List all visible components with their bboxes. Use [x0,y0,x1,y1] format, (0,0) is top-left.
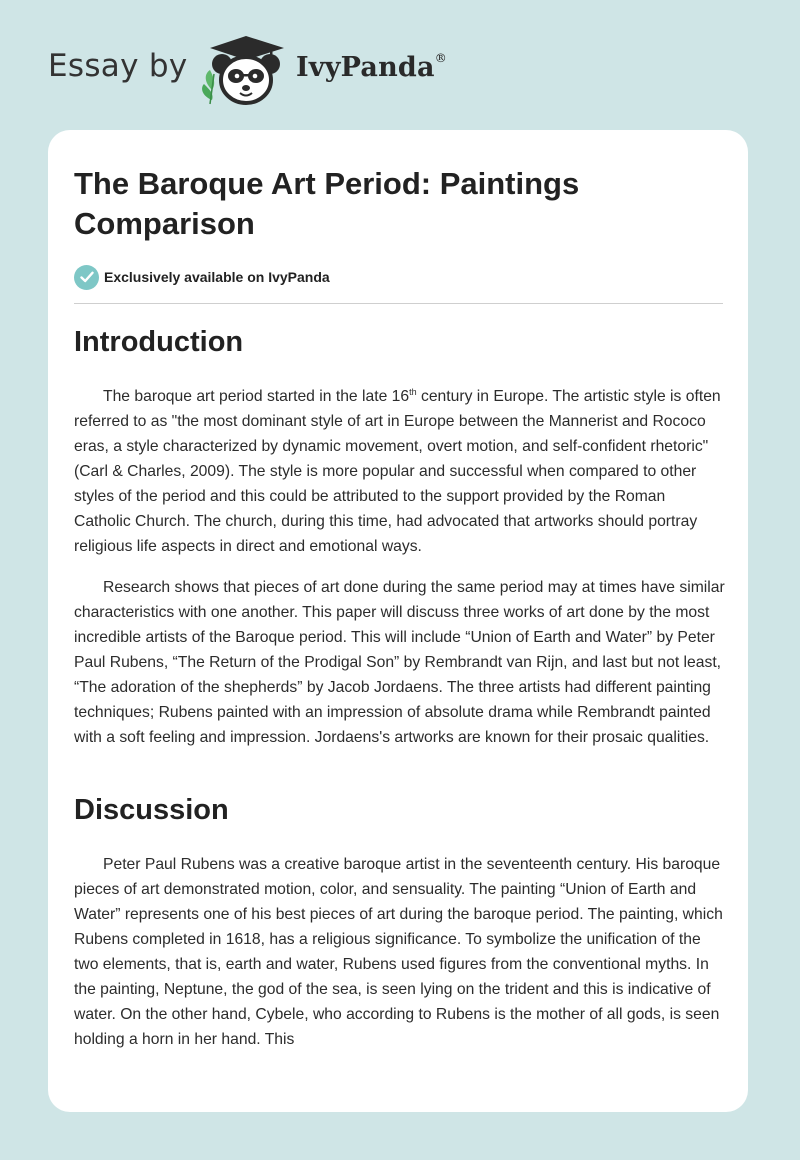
section-heading-introduction: Introduction [74,326,244,358]
paragraph-intro-1 [74,384,726,559]
paragraph-intro-2: Research shows that pieces of art done during the same period may at times have similar characteristics with one another. This paper will discuss three works of art done by the most incredible artists of the Baroque period. This will include “Union of Earth and Water” by Peter Paul Rubens, “The Return of the Prodigal Son” by Rembrandt van Rijn, and last but not least, “The adoration of the shepherds” by Jacob Jordaens. The three artists had different painting techniques; Rubens painted with an impression of absolute drama while Rembrandt painted with a soft feeling and impression. Jordaens's artworks are known for their prosaic qualities. [74,579,725,746]
site-header [48,34,548,114]
paragraph-discussion-1: Peter Paul Rubens was a creative baroque artist in the seventeenth century. His baroque pieces of art demonstrated motion, color, and sensuality. The painting “Union of Earth and Water” represents one of his best pieces of art during the baroque period. The painting, which Rubens completed in 1618, has a religious significance. To symbolize the unification of the two elements, that is, earth and water, Rubens used figures from the conventional myths. In the painting, Neptune, the god of the sea, is seen lying on the trident and this is indicative of water. On the other hand, Cybele, who according to Rubens is the mother of all gods, is seen holding a horn in her hand. This [74,856,723,1048]
section-heading-discussion: Discussion [74,794,229,826]
essay-title: The Baroque Art Period: Paintings Comparison [74,166,580,241]
brand-name [296,52,447,83]
paragraph-text: century in Europe. The artistic style is often referred to as "the most dominant style of art in Europe between the Mannerist and Rococo eras, a style characterized by dynamic movement, overt motion, and self-confident rhetoric" (Carl & Charles, 2009). The style is more popular and successful when compared to other styles of the period and this could be attributed to the support provided by the Roman Catholic Church. The church, during this time, had advocated that artworks should portray religious life aspects in direct and emotional ways. [74,388,721,555]
ordinal-suffix: th [409,386,417,397]
panda-graduate-logo-icon[interactable] [200,34,292,110]
checkmark-circle-icon [74,265,99,290]
paragraph-text: The baroque art period started in the late 16 [103,388,410,405]
essay-card [48,130,748,1112]
essay-by-label: Essay by [48,48,188,84]
exclusive-label: Exclusively available on IvyPanda [104,269,330,285]
registered-mark: ® [434,51,447,65]
exclusive-badge [74,264,330,290]
divider [74,303,723,304]
brand-text: IvyPanda [296,52,435,83]
